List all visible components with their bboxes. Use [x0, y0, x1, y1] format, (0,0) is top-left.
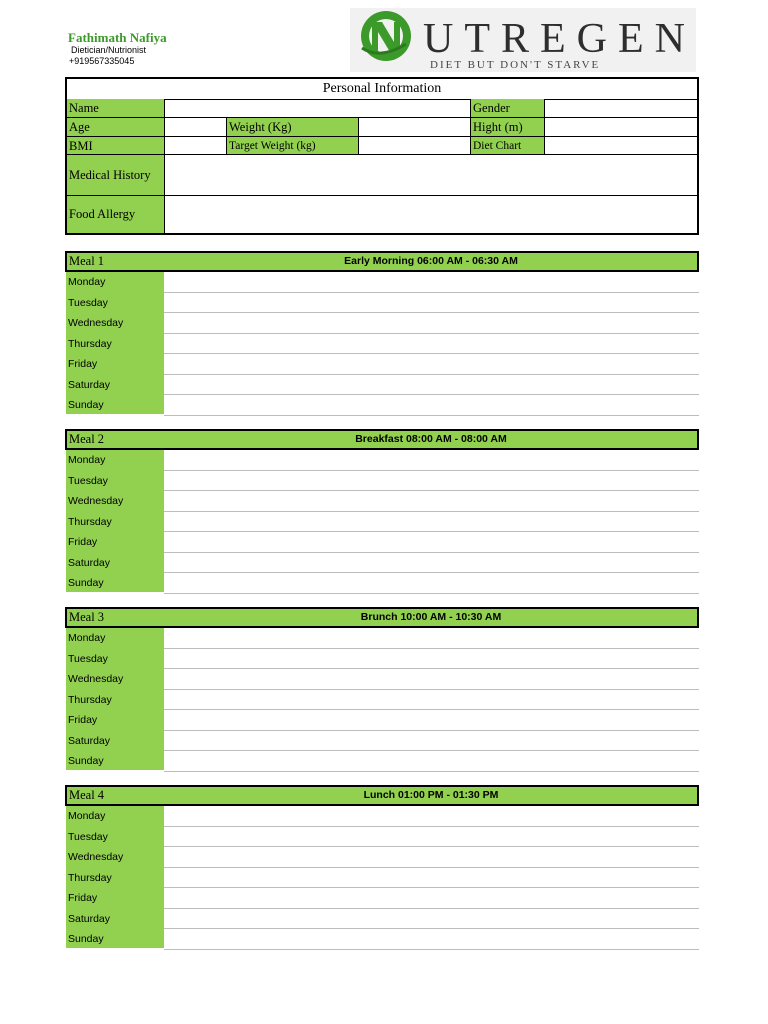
height-field[interactable] [545, 118, 697, 137]
meal-3-row-thursday[interactable] [66, 690, 699, 711]
meal-2-row-wednesday[interactable] [66, 491, 699, 512]
meal-2-row-monday[interactable] [66, 450, 699, 471]
medical-history-field[interactable] [165, 155, 697, 196]
meal-time: Lunch 01:00 PM - 01:30 PM [363, 789, 499, 801]
meal-1-row-monday[interactable] [66, 272, 699, 293]
gender-field[interactable] [545, 99, 697, 118]
meal-4-row-wednesday[interactable] [66, 847, 699, 868]
day-label: Tuesday [68, 830, 108, 843]
meal-1-row-saturday[interactable] [66, 375, 699, 396]
day-label: Wednesday [68, 851, 124, 863]
height-label: Hight (m) [471, 118, 545, 137]
meal-4-row-friday[interactable] [66, 888, 699, 909]
meal-3-row-monday[interactable] [66, 628, 699, 649]
day-label: Wednesday [68, 317, 124, 329]
day-label: Monday [68, 632, 106, 644]
meal-1-row-wednesday[interactable] [66, 313, 699, 334]
day-label: Friday [68, 536, 98, 548]
food-allergy-label: Food Allergy [67, 196, 165, 233]
phone-number: +919567335045 [69, 56, 135, 66]
day-label: Monday [68, 276, 106, 288]
target-weight-label: Target Weight (kg) [227, 137, 359, 155]
day-label: Saturday [68, 734, 111, 747]
day-label: Sunday [68, 755, 104, 767]
day-label: Friday [68, 358, 98, 370]
weight-field[interactable] [359, 118, 471, 137]
meal-1-row-tuesday[interactable] [66, 293, 699, 314]
day-label: Monday [68, 810, 106, 822]
weight-label: Weight (Kg) [227, 118, 359, 137]
meal-label: Meal 1 [69, 254, 105, 268]
meal-4-row-tuesday[interactable] [66, 827, 699, 848]
day-label: Sunday [68, 577, 104, 589]
diet-chart-label: Diet Chart [471, 137, 545, 155]
medical-history-label: Medical History [67, 155, 165, 196]
brand-tagline: DIET BUT DON'T STARVE [430, 59, 601, 71]
day-label: Wednesday [68, 495, 124, 507]
day-label: Tuesday [68, 652, 108, 665]
meal-3-row-saturday[interactable] [66, 731, 699, 752]
meal-2-row-friday[interactable] [66, 532, 699, 553]
day-label: Tuesday [68, 474, 108, 487]
meal-3-header [65, 607, 699, 628]
day-label: Saturday [68, 556, 111, 569]
meal-1-row-thursday[interactable] [66, 334, 699, 355]
meal-label: Meal 3 [69, 610, 105, 624]
meal-label: Meal 2 [69, 432, 105, 446]
nutregen-logo [350, 8, 696, 72]
day-label: Tuesday [68, 296, 108, 309]
meal-3-row-friday[interactable] [66, 710, 699, 731]
day-label: Thursday [68, 337, 112, 350]
meal-4-row-sunday[interactable] [66, 929, 699, 950]
day-label: Sunday [68, 399, 104, 411]
meal-3-row-tuesday[interactable] [66, 649, 699, 670]
meal-4-header [65, 785, 699, 806]
day-label: Monday [68, 454, 106, 466]
meal-2-row-tuesday[interactable] [66, 471, 699, 492]
personal-info-table [65, 77, 699, 235]
meal-2-row-sunday[interactable] [66, 573, 699, 594]
day-label: Friday [68, 892, 98, 904]
age-field[interactable] [165, 118, 227, 137]
meal-1-row-friday[interactable] [66, 354, 699, 375]
gender-label: Gender [471, 99, 545, 118]
bmi-field[interactable] [165, 137, 227, 155]
diet-chart-field[interactable] [545, 137, 697, 155]
day-label: Sunday [68, 933, 104, 945]
target-weight-field[interactable] [359, 137, 471, 155]
meal-2-row-saturday[interactable] [66, 553, 699, 574]
name-label: Name [67, 99, 165, 118]
meal-3-row-wednesday[interactable] [66, 669, 699, 690]
day-label: Saturday [68, 378, 111, 391]
meal-label: Meal 4 [69, 788, 105, 802]
day-label: Thursday [68, 693, 112, 706]
day-label: Thursday [68, 871, 112, 884]
meal-time: Breakfast 08:00 AM - 08:00 AM [355, 433, 507, 445]
meal-4-row-saturday[interactable] [66, 909, 699, 930]
meal-time: Early Morning 06:00 AM - 06:30 AM [344, 255, 518, 267]
meal-1-header [65, 251, 699, 272]
bmi-label: BMI [67, 137, 165, 155]
day-label: Thursday [68, 515, 112, 528]
personal-info-title: Personal Information [67, 79, 697, 100]
meal-2-header [65, 429, 699, 450]
meal-2-row-thursday[interactable] [66, 512, 699, 533]
day-label: Friday [68, 714, 98, 726]
food-allergy-field[interactable] [165, 196, 697, 233]
dietician-role: Dietician/Nutrionist [71, 45, 147, 55]
meal-4-row-monday[interactable] [66, 806, 699, 827]
meal-4-row-thursday[interactable] [66, 868, 699, 889]
dietician-name: Fathimath Nafiya [68, 30, 167, 45]
meal-3-row-sunday[interactable] [66, 751, 699, 772]
age-label: Age [67, 118, 165, 137]
meal-1-row-sunday[interactable] [66, 395, 699, 416]
day-label: Wednesday [68, 673, 124, 685]
logo-mark-icon [350, 8, 696, 72]
day-label: Saturday [68, 912, 111, 925]
brand-text: UTREGEN [423, 16, 696, 62]
meal-time: Brunch 10:00 AM - 10:30 AM [360, 611, 502, 623]
name-field[interactable] [165, 99, 471, 118]
